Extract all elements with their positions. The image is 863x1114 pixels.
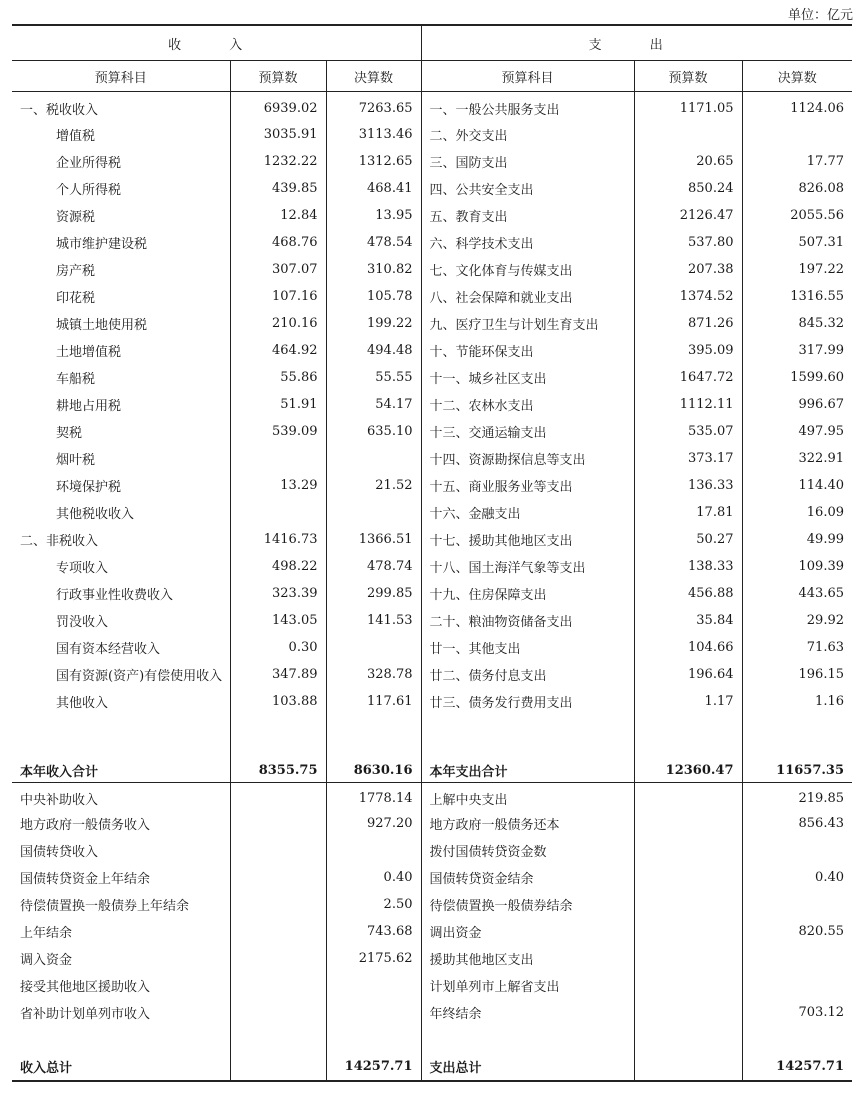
budget-table	[12, 24, 852, 1082]
expense-budget-value: 104.66	[634, 634, 742, 661]
table-row	[12, 391, 852, 418]
expense-budget-value: 138.33	[634, 553, 742, 580]
expense-subject: 二十、粮油物资储备支出	[421, 607, 634, 634]
income-final-value	[326, 999, 421, 1026]
expense-subject: 廿三、债务发行费用支出	[421, 688, 634, 715]
income-budget-value: 307.07	[230, 256, 326, 283]
expense-subject: 计划单列市上解省支出	[421, 972, 634, 999]
expense-final-value: 443.65	[742, 580, 852, 607]
expense-budget-value: 871.26	[634, 310, 742, 337]
income-final-value: 7263.65	[326, 92, 421, 122]
income-subject: 增值税	[56, 129, 96, 144]
income-header: 收 入	[12, 25, 421, 61]
expense-subject: 十九、住房保障支出	[421, 580, 634, 607]
expense-final-value	[742, 945, 852, 972]
expense-final-value: 322.91	[742, 445, 852, 472]
income-subject: 国有资本经营收入	[56, 642, 161, 657]
expense-budget-value: 535.07	[634, 418, 742, 445]
income-final-value	[326, 499, 421, 526]
table-row	[12, 445, 852, 472]
expense-final-value: 845.32	[742, 310, 852, 337]
table-row	[12, 256, 852, 283]
empty-cell	[230, 1026, 326, 1052]
income-final-value: 299.85	[326, 580, 421, 607]
column-header-row	[12, 61, 852, 92]
income-budget-value: 103.88	[230, 688, 326, 715]
income-subject: 企业所得税	[56, 156, 122, 171]
expense-subject: 八、社会保障和就业支出	[421, 283, 634, 310]
table-row	[12, 283, 852, 310]
income-subject: 环境保护税	[56, 480, 122, 495]
income-budget-value: 210.16	[230, 310, 326, 337]
income-subject: 其他收入	[56, 696, 109, 711]
expense-final-value: 2055.56	[742, 202, 852, 229]
table-row	[12, 999, 852, 1026]
expense-final-value	[742, 972, 852, 999]
table-row	[12, 634, 852, 661]
expense-budget-value: 50.27	[634, 526, 742, 553]
table-row	[12, 364, 852, 391]
income-final-value: 141.53	[326, 607, 421, 634]
income-final-value: 478.54	[326, 229, 421, 256]
income-final-header: 决算数	[326, 61, 421, 92]
table-row	[12, 553, 852, 580]
income-budget-value	[230, 864, 326, 891]
expense-subject: 国债转贷资金结余	[421, 864, 634, 891]
income-final-value: 1366.51	[326, 526, 421, 553]
income-total-label: 本年收入合计	[12, 759, 230, 783]
income-final-value: 0.40	[326, 864, 421, 891]
spacer-row	[12, 1026, 852, 1052]
expense-subject: 十五、商业服务业等支出	[421, 472, 634, 499]
income-subject: 上年结余	[20, 926, 73, 941]
income-budget-value	[230, 945, 326, 972]
table-row	[12, 310, 852, 337]
expense-subject-header: 预算科目	[421, 61, 634, 92]
expense-grand-total-budget	[634, 1052, 742, 1081]
income-budget-value: 143.05	[230, 607, 326, 634]
expense-final-value: 197.22	[742, 256, 852, 283]
income-final-value: 494.48	[326, 337, 421, 364]
income-final-value: 117.61	[326, 688, 421, 715]
income-final-value: 310.82	[326, 256, 421, 283]
expense-final-value: 109.39	[742, 553, 852, 580]
income-subject: 房产税	[56, 264, 96, 279]
table-row	[12, 810, 852, 837]
income-final-value: 54.17	[326, 391, 421, 418]
income-subject: 待偿债置换一般债券上年结余	[20, 899, 190, 914]
expense-budget-value: 537.80	[634, 229, 742, 256]
table-row	[12, 891, 852, 918]
income-subject: 国债转贷收入	[20, 845, 99, 860]
expense-budget-value: 207.38	[634, 256, 742, 283]
income-subject: 印花税	[56, 291, 96, 306]
expense-total-label: 本年支出合计	[421, 759, 634, 783]
income-subject: 土地增值税	[56, 345, 122, 360]
expense-budget-value	[634, 783, 742, 811]
income-budget-value: 1416.73	[230, 526, 326, 553]
expense-subject: 十、节能环保支出	[421, 337, 634, 364]
expense-subject: 上解中央支出	[421, 783, 634, 811]
income-subject: 一、税收收入	[20, 103, 99, 118]
expense-budget-value: 20.65	[634, 148, 742, 175]
expense-subject: 十二、农林水支出	[421, 391, 634, 418]
empty-cell	[742, 1026, 852, 1052]
income-budget-value: 1232.22	[230, 148, 326, 175]
empty-cell	[421, 1026, 634, 1052]
income-subject: 其他税收收入	[56, 507, 135, 522]
expense-grand-total-final: 14257.71	[742, 1052, 852, 1081]
income-budget-value	[230, 499, 326, 526]
income-budget-value: 347.89	[230, 661, 326, 688]
table-row	[12, 121, 852, 148]
income-final-value: 1778.14	[326, 783, 421, 811]
expense-budget-value: 1171.05	[634, 92, 742, 122]
expense-budget-value: 2126.47	[634, 202, 742, 229]
income-final-value	[326, 972, 421, 999]
income-subject: 调入资金	[20, 953, 73, 968]
expense-budget-value	[634, 864, 742, 891]
expense-final-value: 16.09	[742, 499, 852, 526]
expense-budget-value: 1.17	[634, 688, 742, 715]
expense-subject: 待偿债置换一般债券结余	[421, 891, 634, 918]
table-row	[12, 661, 852, 688]
expense-final-value: 114.40	[742, 472, 852, 499]
expense-final-value: 856.43	[742, 810, 852, 837]
income-final-value	[326, 837, 421, 864]
income-subject: 资源税	[56, 210, 96, 225]
income-final-value: 2.50	[326, 891, 421, 918]
table-row	[12, 918, 852, 945]
income-final-value: 927.20	[326, 810, 421, 837]
income-final-value: 468.41	[326, 175, 421, 202]
income-budget-value: 498.22	[230, 553, 326, 580]
income-subject: 耕地占用税	[56, 399, 122, 414]
income-final-value: 3113.46	[326, 121, 421, 148]
expense-total-final: 11657.35	[742, 759, 852, 783]
income-subject: 省补助计划单列市收入	[20, 1007, 151, 1022]
income-budget-value	[230, 918, 326, 945]
table-row	[12, 229, 852, 256]
expense-budget-value: 850.24	[634, 175, 742, 202]
expense-final-value: 497.95	[742, 418, 852, 445]
table-row	[12, 499, 852, 526]
expense-final-value: 317.99	[742, 337, 852, 364]
income-subject: 个人所得税	[56, 183, 122, 198]
table-row	[12, 837, 852, 864]
income-subject: 国有资源(资产)有偿使用收入	[56, 669, 223, 684]
expense-budget-value: 17.81	[634, 499, 742, 526]
expense-subject: 年终结余	[421, 999, 634, 1026]
expense-budget-value	[634, 945, 742, 972]
empty-cell	[421, 715, 634, 759]
expense-budget-value	[634, 918, 742, 945]
table-row	[12, 472, 852, 499]
income-subject: 烟叶税	[56, 453, 96, 468]
income-final-value: 635.10	[326, 418, 421, 445]
income-subject: 国债转贷资金上年结余	[20, 872, 151, 887]
empty-cell	[634, 1026, 742, 1052]
income-budget-value	[230, 810, 326, 837]
unit-label: 单位：亿元	[787, 8, 853, 23]
expense-subject: 二、外交支出	[421, 121, 634, 148]
income-grand-total-label: 收入总计	[12, 1052, 230, 1081]
income-subject: 专项收入	[56, 561, 109, 576]
empty-cell	[742, 715, 852, 759]
income-budget-value: 539.09	[230, 418, 326, 445]
expense-budget-value: 136.33	[634, 472, 742, 499]
income-subject: 地方政府一般债务收入	[20, 818, 151, 833]
income-budget-value	[230, 891, 326, 918]
expense-budget-value: 1647.72	[634, 364, 742, 391]
income-subject: 罚没收入	[56, 615, 109, 630]
expense-final-value: 219.85	[742, 783, 852, 811]
expense-budget-value	[634, 837, 742, 864]
expense-final-value: 1316.55	[742, 283, 852, 310]
expense-budget-value	[634, 810, 742, 837]
expense-subject: 调出资金	[421, 918, 634, 945]
income-budget-value: 464.92	[230, 337, 326, 364]
expense-budget-value: 196.64	[634, 661, 742, 688]
expense-final-header: 决算数	[742, 61, 852, 92]
income-grand-total-budget	[230, 1052, 326, 1081]
income-total-budget: 8355.75	[230, 759, 326, 783]
expense-subject: 十四、资源勘探信息等支出	[421, 445, 634, 472]
table-row	[12, 864, 852, 891]
income-final-value: 199.22	[326, 310, 421, 337]
expense-budget-value	[634, 121, 742, 148]
empty-cell	[634, 715, 742, 759]
table-row	[12, 607, 852, 634]
expense-final-value	[742, 837, 852, 864]
expense-header: 支 出	[421, 25, 852, 61]
income-budget-value: 0.30	[230, 634, 326, 661]
expense-subject: 廿二、债务付息支出	[421, 661, 634, 688]
expense-final-value	[742, 121, 852, 148]
table-row	[12, 202, 852, 229]
expense-budget-header: 预算数	[634, 61, 742, 92]
income-final-value: 743.68	[326, 918, 421, 945]
expense-grand-total-label: 支出总计	[421, 1052, 634, 1081]
expense-subject: 一、一般公共服务支出	[421, 92, 634, 122]
empty-cell	[326, 1026, 421, 1052]
table-row	[12, 148, 852, 175]
expense-subject: 十八、国土海洋气象等支出	[421, 553, 634, 580]
income-final-value	[326, 445, 421, 472]
expense-subject: 三、国防支出	[421, 148, 634, 175]
income-budget-value: 55.86	[230, 364, 326, 391]
expense-subject: 七、文化体育与传媒支出	[421, 256, 634, 283]
income-total-final: 8630.16	[326, 759, 421, 783]
expense-final-value: 29.92	[742, 607, 852, 634]
expense-final-value: 1124.06	[742, 92, 852, 122]
expense-budget-value: 395.09	[634, 337, 742, 364]
expense-final-value: 820.55	[742, 918, 852, 945]
expense-final-value	[742, 891, 852, 918]
table-row	[12, 945, 852, 972]
expense-budget-value: 35.84	[634, 607, 742, 634]
income-budget-value	[230, 972, 326, 999]
table-row	[12, 92, 852, 122]
expense-final-value: 71.63	[742, 634, 852, 661]
income-final-value: 55.55	[326, 364, 421, 391]
table-row	[12, 580, 852, 607]
expense-budget-value: 456.88	[634, 580, 742, 607]
expense-subject: 十一、城乡社区支出	[421, 364, 634, 391]
table-row	[12, 972, 852, 999]
income-subject: 城市维护建设税	[56, 237, 148, 252]
income-budget-value	[230, 445, 326, 472]
income-budget-value: 439.85	[230, 175, 326, 202]
income-final-value: 105.78	[326, 283, 421, 310]
spacer-row	[12, 715, 852, 759]
expense-budget-value	[634, 972, 742, 999]
income-grand-total-final: 14257.71	[326, 1052, 421, 1081]
expense-total-budget: 12360.47	[634, 759, 742, 783]
income-final-value: 328.78	[326, 661, 421, 688]
expense-subject: 六、科学技术支出	[421, 229, 634, 256]
expense-budget-value	[634, 891, 742, 918]
income-subject: 二、非税收入	[20, 534, 99, 549]
income-final-value: 13.95	[326, 202, 421, 229]
income-budget-value: 6939.02	[230, 92, 326, 122]
table-row	[12, 337, 852, 364]
income-subject: 城镇土地使用税	[56, 318, 148, 333]
expense-subject: 十六、金融支出	[421, 499, 634, 526]
income-budget-value	[230, 837, 326, 864]
expense-subject: 拨付国债转贷资金数	[421, 837, 634, 864]
income-final-value: 478.74	[326, 553, 421, 580]
income-subject-header: 预算科目	[12, 61, 230, 92]
section-header-row	[12, 25, 852, 61]
expense-subject: 地方政府一般债务还本	[421, 810, 634, 837]
income-budget-value: 12.84	[230, 202, 326, 229]
income-budget-value	[230, 999, 326, 1026]
expense-final-value: 17.77	[742, 148, 852, 175]
table-row	[12, 175, 852, 202]
expense-final-value: 0.40	[742, 864, 852, 891]
expense-subject: 四、公共安全支出	[421, 175, 634, 202]
expense-final-value: 826.08	[742, 175, 852, 202]
empty-cell	[326, 715, 421, 759]
income-subject: 接受其他地区援助收入	[20, 980, 151, 995]
income-budget-value: 3035.91	[230, 121, 326, 148]
income-budget-value: 51.91	[230, 391, 326, 418]
empty-cell	[230, 715, 326, 759]
income-subject: 行政事业性收费收入	[56, 588, 174, 603]
income-final-value: 2175.62	[326, 945, 421, 972]
expense-budget-value	[634, 999, 742, 1026]
table-row	[12, 783, 852, 811]
expense-budget-value: 373.17	[634, 445, 742, 472]
income-subject: 契税	[56, 426, 83, 441]
income-budget-value: 107.16	[230, 283, 326, 310]
expense-budget-value: 1374.52	[634, 283, 742, 310]
expense-subject: 廿一、其他支出	[421, 634, 634, 661]
expense-final-value: 1599.60	[742, 364, 852, 391]
income-budget-value: 13.29	[230, 472, 326, 499]
expense-subject: 十七、援助其他地区支出	[421, 526, 634, 553]
income-final-value: 21.52	[326, 472, 421, 499]
income-budget-value: 468.76	[230, 229, 326, 256]
income-budget-value: 323.39	[230, 580, 326, 607]
income-budget-header: 预算数	[230, 61, 326, 92]
expense-budget-value: 1112.11	[634, 391, 742, 418]
empty-cell	[12, 715, 230, 759]
expense-final-value: 507.31	[742, 229, 852, 256]
income-subject: 车船税	[56, 372, 96, 387]
table-row	[12, 688, 852, 715]
expense-final-value: 1.16	[742, 688, 852, 715]
income-final-value: 1312.65	[326, 148, 421, 175]
empty-cell	[12, 1026, 230, 1052]
grand-total-row	[12, 1052, 852, 1081]
expense-subject: 十三、交通运输支出	[421, 418, 634, 445]
year-total-row	[12, 759, 852, 783]
expense-final-value: 196.15	[742, 661, 852, 688]
expense-subject: 五、教育支出	[421, 202, 634, 229]
expense-subject: 九、医疗卫生与计划生育支出	[421, 310, 634, 337]
table-row	[12, 526, 852, 553]
expense-final-value: 703.12	[742, 999, 852, 1026]
income-final-value	[326, 634, 421, 661]
expense-final-value: 996.67	[742, 391, 852, 418]
table-row	[12, 418, 852, 445]
expense-final-value: 49.99	[742, 526, 852, 553]
expense-subject: 援助其他地区支出	[421, 945, 634, 972]
income-subject: 中央补助收入	[20, 792, 99, 808]
income-budget-value	[230, 783, 326, 811]
